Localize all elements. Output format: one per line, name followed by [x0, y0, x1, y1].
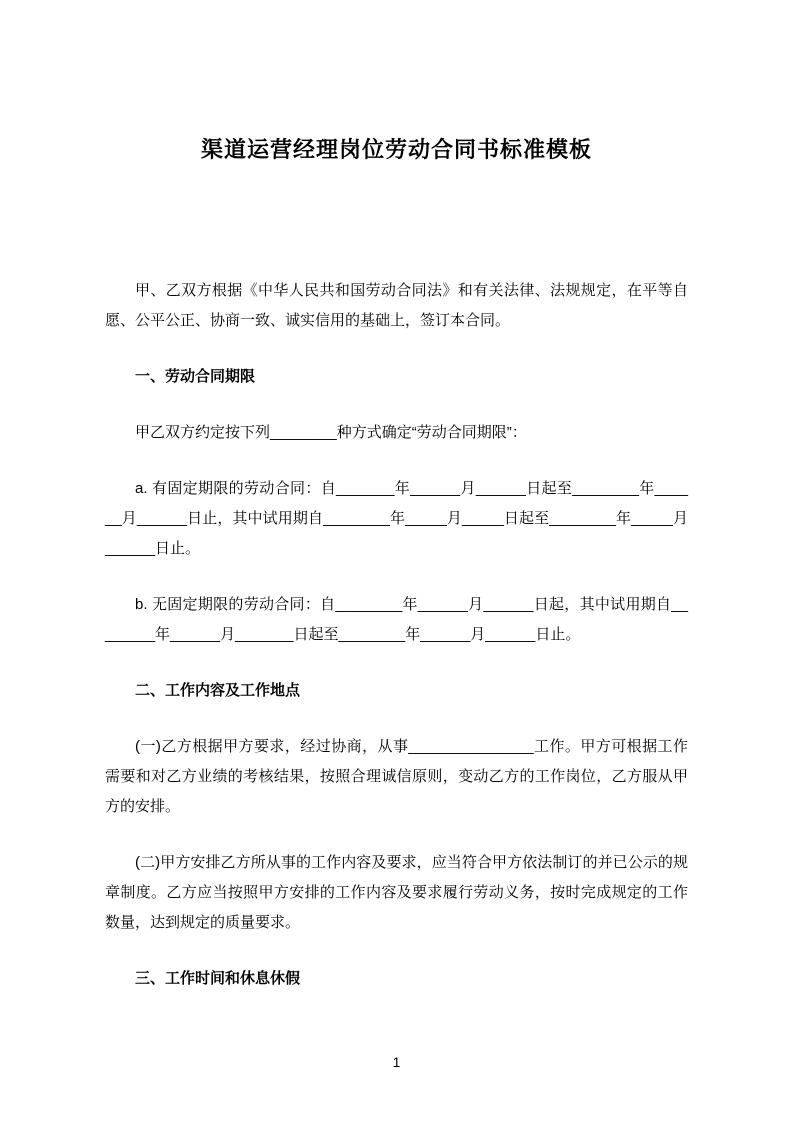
section-heading-work-hours: 三、工作时间和休息休假	[135, 970, 301, 987]
open-term-paragraph: b. 无固定期限的劳动合同：自________年______月______日起，其中试用期自________年______月_______日起至________年______月______日止。	[105, 596, 688, 643]
section-heading-work-content: 二、工作内容及工作地点	[135, 682, 301, 699]
document-title: 渠道运营经理岗位劳动合同书标准模板	[200, 137, 592, 162]
fixed-term-paragraph: a. 有固定期限的劳动合同：自_______年______月______日起至________年______月______日止，其中试用期自________年_____月_____日起至________年_____月______日止。	[105, 480, 688, 557]
work-content-paragraph-1: (一)乙方根据甲方要求，经过协商，从事_______________工作。甲方可根据工作需要和对乙方业绩的考核结果，按照合理诚信原则，变动乙方的工作岗位，乙方服从甲方的安排。	[105, 738, 688, 815]
section-heading-contract-term: 一、劳动合同期限	[135, 368, 256, 385]
term-selection-paragraph: 甲乙双方约定按下列________种方式确定“劳动合同期限”：	[135, 424, 527, 441]
intro-paragraph: 甲、乙双方根据《中华人民共和国劳动合同法》和有关法律、法规规定，在平等自愿、公平公正、协商一致、诚实信用的基础上，签订本合同。	[105, 282, 688, 329]
work-content-paragraph-2: (二)甲方安排乙方所从事的工作内容及要求，应当符合甲方依法制订的并已公示的规章制度。乙方应当按照甲方安排的工作内容及要求履行劳动义务，按时完成规定的工作数量，达到规定的质量要求。	[105, 854, 688, 931]
document-body	[0, 276, 793, 994]
page-number: 1	[392, 1054, 401, 1070]
